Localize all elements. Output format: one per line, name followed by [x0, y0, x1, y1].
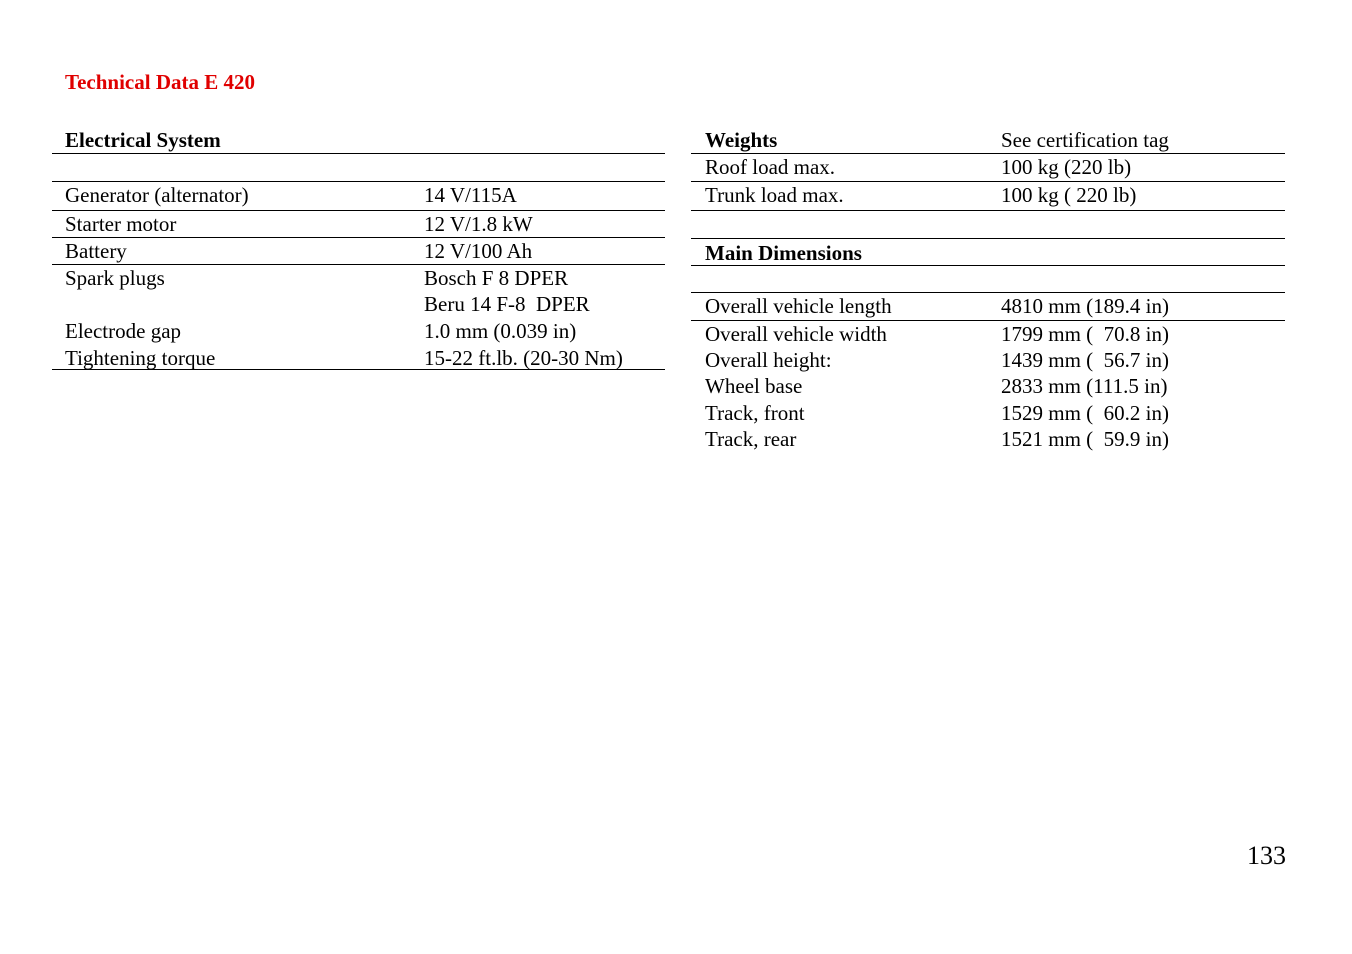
spacer-row — [691, 265, 1285, 292]
row-value: 1799 mm ( 70.8 in) — [1001, 322, 1169, 346]
row-label: Electrode gap — [65, 319, 182, 343]
row-value: 12 V/100 Ah — [424, 239, 533, 263]
electrical-system-heading: Electrical System — [65, 128, 221, 152]
table-row — [52, 318, 665, 345]
main-dimensions-heading-row — [691, 238, 1285, 265]
row-label: Battery — [65, 239, 127, 263]
table-row — [52, 210, 665, 237]
row-label: Trunk load max. — [705, 183, 844, 207]
weights-heading-value: See certification tag — [1001, 128, 1169, 152]
row-value: 4810 mm (189.4 in) — [1001, 294, 1169, 318]
row-label: Overall vehicle width — [705, 322, 887, 346]
row-value: 1.0 mm (0.039 in) — [424, 319, 577, 343]
row-value: Bosch F 8 DPER — [424, 266, 569, 290]
table-row — [52, 237, 665, 264]
table-row — [691, 292, 1285, 321]
weights-heading-row — [691, 126, 1285, 154]
spacer-row — [52, 154, 665, 181]
page-title: Technical Data E 420 — [65, 70, 255, 94]
row-label: Overall vehicle length — [705, 294, 892, 318]
row-label: Track, front — [705, 401, 805, 425]
table-row — [691, 426, 1285, 453]
electrical-system-heading-row — [52, 126, 665, 154]
row-value: 1439 mm ( 56.7 in) — [1001, 348, 1169, 372]
spacer-row — [691, 211, 1285, 238]
row-label: Track, rear — [705, 427, 797, 451]
row-label: Starter motor — [65, 212, 177, 236]
weights-heading: Weights — [705, 128, 778, 152]
row-value: 14 V/115A — [424, 183, 517, 207]
row-value: Beru 14 F-8 DPER — [424, 292, 590, 316]
row-label: Spark plugs — [65, 266, 165, 290]
table-row — [691, 400, 1285, 426]
row-label: Roof load max. — [705, 155, 836, 179]
row-value: 2833 mm (111.5 in) — [1001, 374, 1168, 398]
row-label: Overall height: — [705, 348, 832, 372]
table-row — [52, 181, 665, 210]
row-value: 100 kg (220 lb) — [1001, 155, 1132, 179]
row-label: Generator (alternator) — [65, 183, 249, 207]
weights-and-dimensions-table — [691, 126, 1285, 453]
page-number: 133 — [1247, 841, 1286, 870]
table-row — [691, 373, 1285, 400]
table-row — [691, 154, 1285, 182]
row-value: 100 kg ( 220 lb) — [1001, 183, 1137, 207]
main-dimensions-heading: Main Dimensions — [705, 241, 862, 265]
row-label: Tightening torque — [65, 346, 216, 370]
row-value: 15-22 ft.lb. (20-30 Nm) — [424, 346, 623, 370]
table-row — [52, 291, 665, 318]
table-row — [52, 345, 665, 370]
table-row — [52, 264, 665, 291]
table-row — [691, 182, 1285, 211]
table-row — [691, 321, 1285, 347]
table-row — [691, 347, 1285, 373]
row-label: Wheel base — [705, 374, 803, 398]
row-value: 1529 mm ( 60.2 in) — [1001, 401, 1169, 425]
electrical-system-table — [52, 126, 665, 370]
row-value: 1521 mm ( 59.9 in) — [1001, 427, 1169, 451]
row-value: 12 V/1.8 kW — [424, 212, 533, 236]
